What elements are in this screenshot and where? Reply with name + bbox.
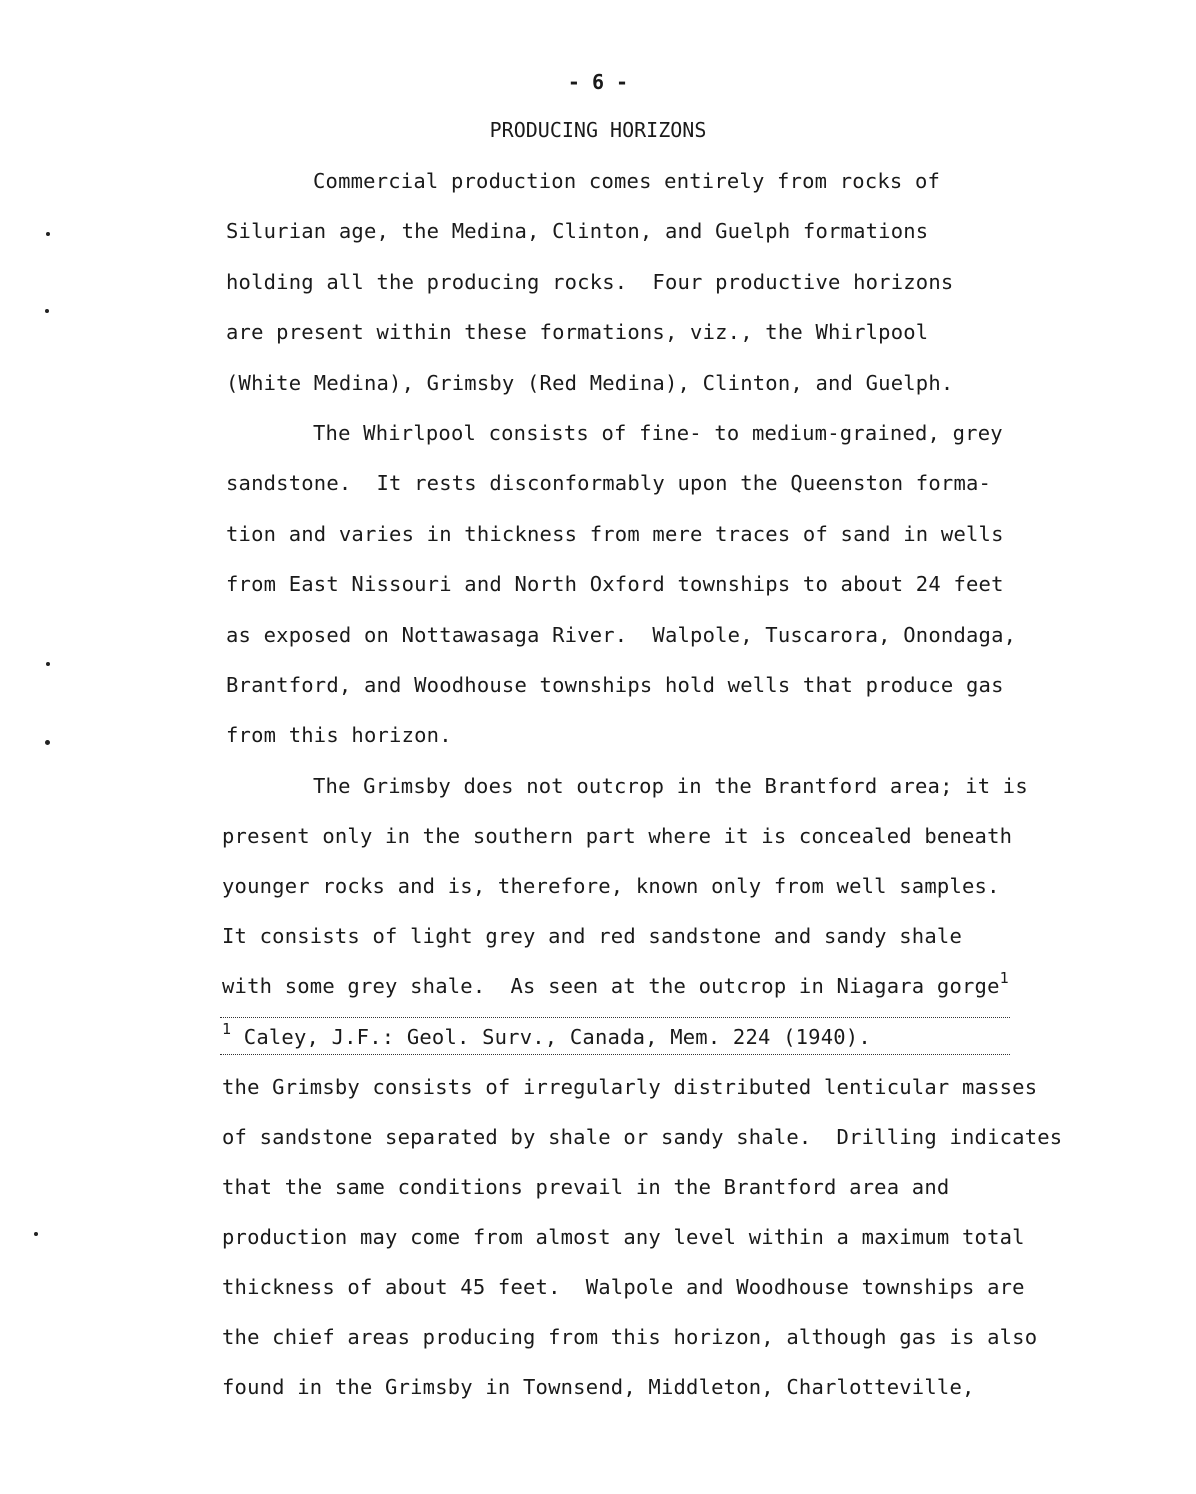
- paragraph-line: found in the Grimsby in Townsend, Middleton, Charlotteville,: [222, 1375, 975, 1399]
- footnote-reference: 1: [999, 969, 1009, 987]
- paragraph-line: (White Medina), Grimsby (Red Medina), Clinton, and Guelph.: [226, 371, 954, 395]
- scan-speck: [45, 309, 49, 313]
- paragraph-line: sandstone. It rests disconformably upon the Queenston forma-: [226, 471, 992, 495]
- page-number: - 6 -: [567, 70, 629, 94]
- paragraph-line: younger rocks and is, therefore, known only from well samples.: [222, 874, 1000, 898]
- section-title: PRODUCING HORIZONS: [489, 118, 707, 142]
- footnote: [222, 1020, 871, 1052]
- paragraph-line: tion and varies in thickness from mere traces of sand in wells: [226, 522, 1004, 546]
- paragraph-line: It consists of light grey and red sandstone and sandy shale: [222, 924, 962, 948]
- paragraph-line: as exposed on Nottawasaga River. Walpole, Tuscarora, Onondaga,: [226, 623, 1017, 647]
- footnote-rule-bottom: [220, 1054, 1010, 1055]
- paragraph-line: The Grimsby does not outcrop in the Brantford area; it is: [313, 774, 1028, 798]
- paragraph-line: Silurian age, the Medina, Clinton, and Guelph formations: [226, 219, 929, 243]
- paragraph-line: Commercial production comes entirely from rocks of: [313, 169, 941, 193]
- paragraph-line: [222, 969, 1009, 1001]
- footnote-marker: 1: [222, 1020, 232, 1038]
- paragraph-line: thickness of about 45 feet. Walpole and Woodhouse townships are: [222, 1275, 1025, 1299]
- paragraph-line: the chief areas producing from this horizon, although gas is also: [222, 1325, 1038, 1349]
- paragraph-line: the Grimsby consists of irregularly distributed lenticular masses: [222, 1075, 1038, 1099]
- scan-speck: [34, 1232, 38, 1236]
- paragraph-line: holding all the producing rocks. Four productive horizons: [226, 270, 954, 294]
- paragraph-line: are present within these formations, viz., the Whirlpool: [226, 320, 929, 344]
- paragraph-line: from this horizon.: [226, 723, 452, 747]
- scan-speck: [45, 740, 50, 745]
- paragraph-line: that the same conditions prevail in the Brantford area and: [222, 1175, 950, 1199]
- paragraph-line: from East Nissouri and North Oxford townships to about 24 feet: [226, 572, 1004, 596]
- paragraph-text: with some grey shale. As seen at the outcrop in Niagara gorge: [222, 974, 1000, 998]
- footnote-rule-top: [220, 1017, 1010, 1018]
- footnote-text: Caley, J.F.: Geol. Surv., Canada, Mem. 224 (1940).: [243, 1025, 871, 1049]
- paragraph-line: production may come from almost any level within a maximum total: [222, 1225, 1025, 1249]
- paragraph-line: The Whirlpool consists of fine- to medium-grained, grey: [313, 421, 1003, 445]
- paragraph-line: of sandstone separated by shale or sandy shale. Drilling indicates: [222, 1125, 1063, 1149]
- paragraph-line: Brantford, and Woodhouse townships hold wells that produce gas: [226, 673, 1004, 697]
- scan-speck: [46, 662, 50, 666]
- scan-speck: [46, 232, 50, 236]
- paragraph-line: present only in the southern part where it is concealed beneath: [222, 824, 1013, 848]
